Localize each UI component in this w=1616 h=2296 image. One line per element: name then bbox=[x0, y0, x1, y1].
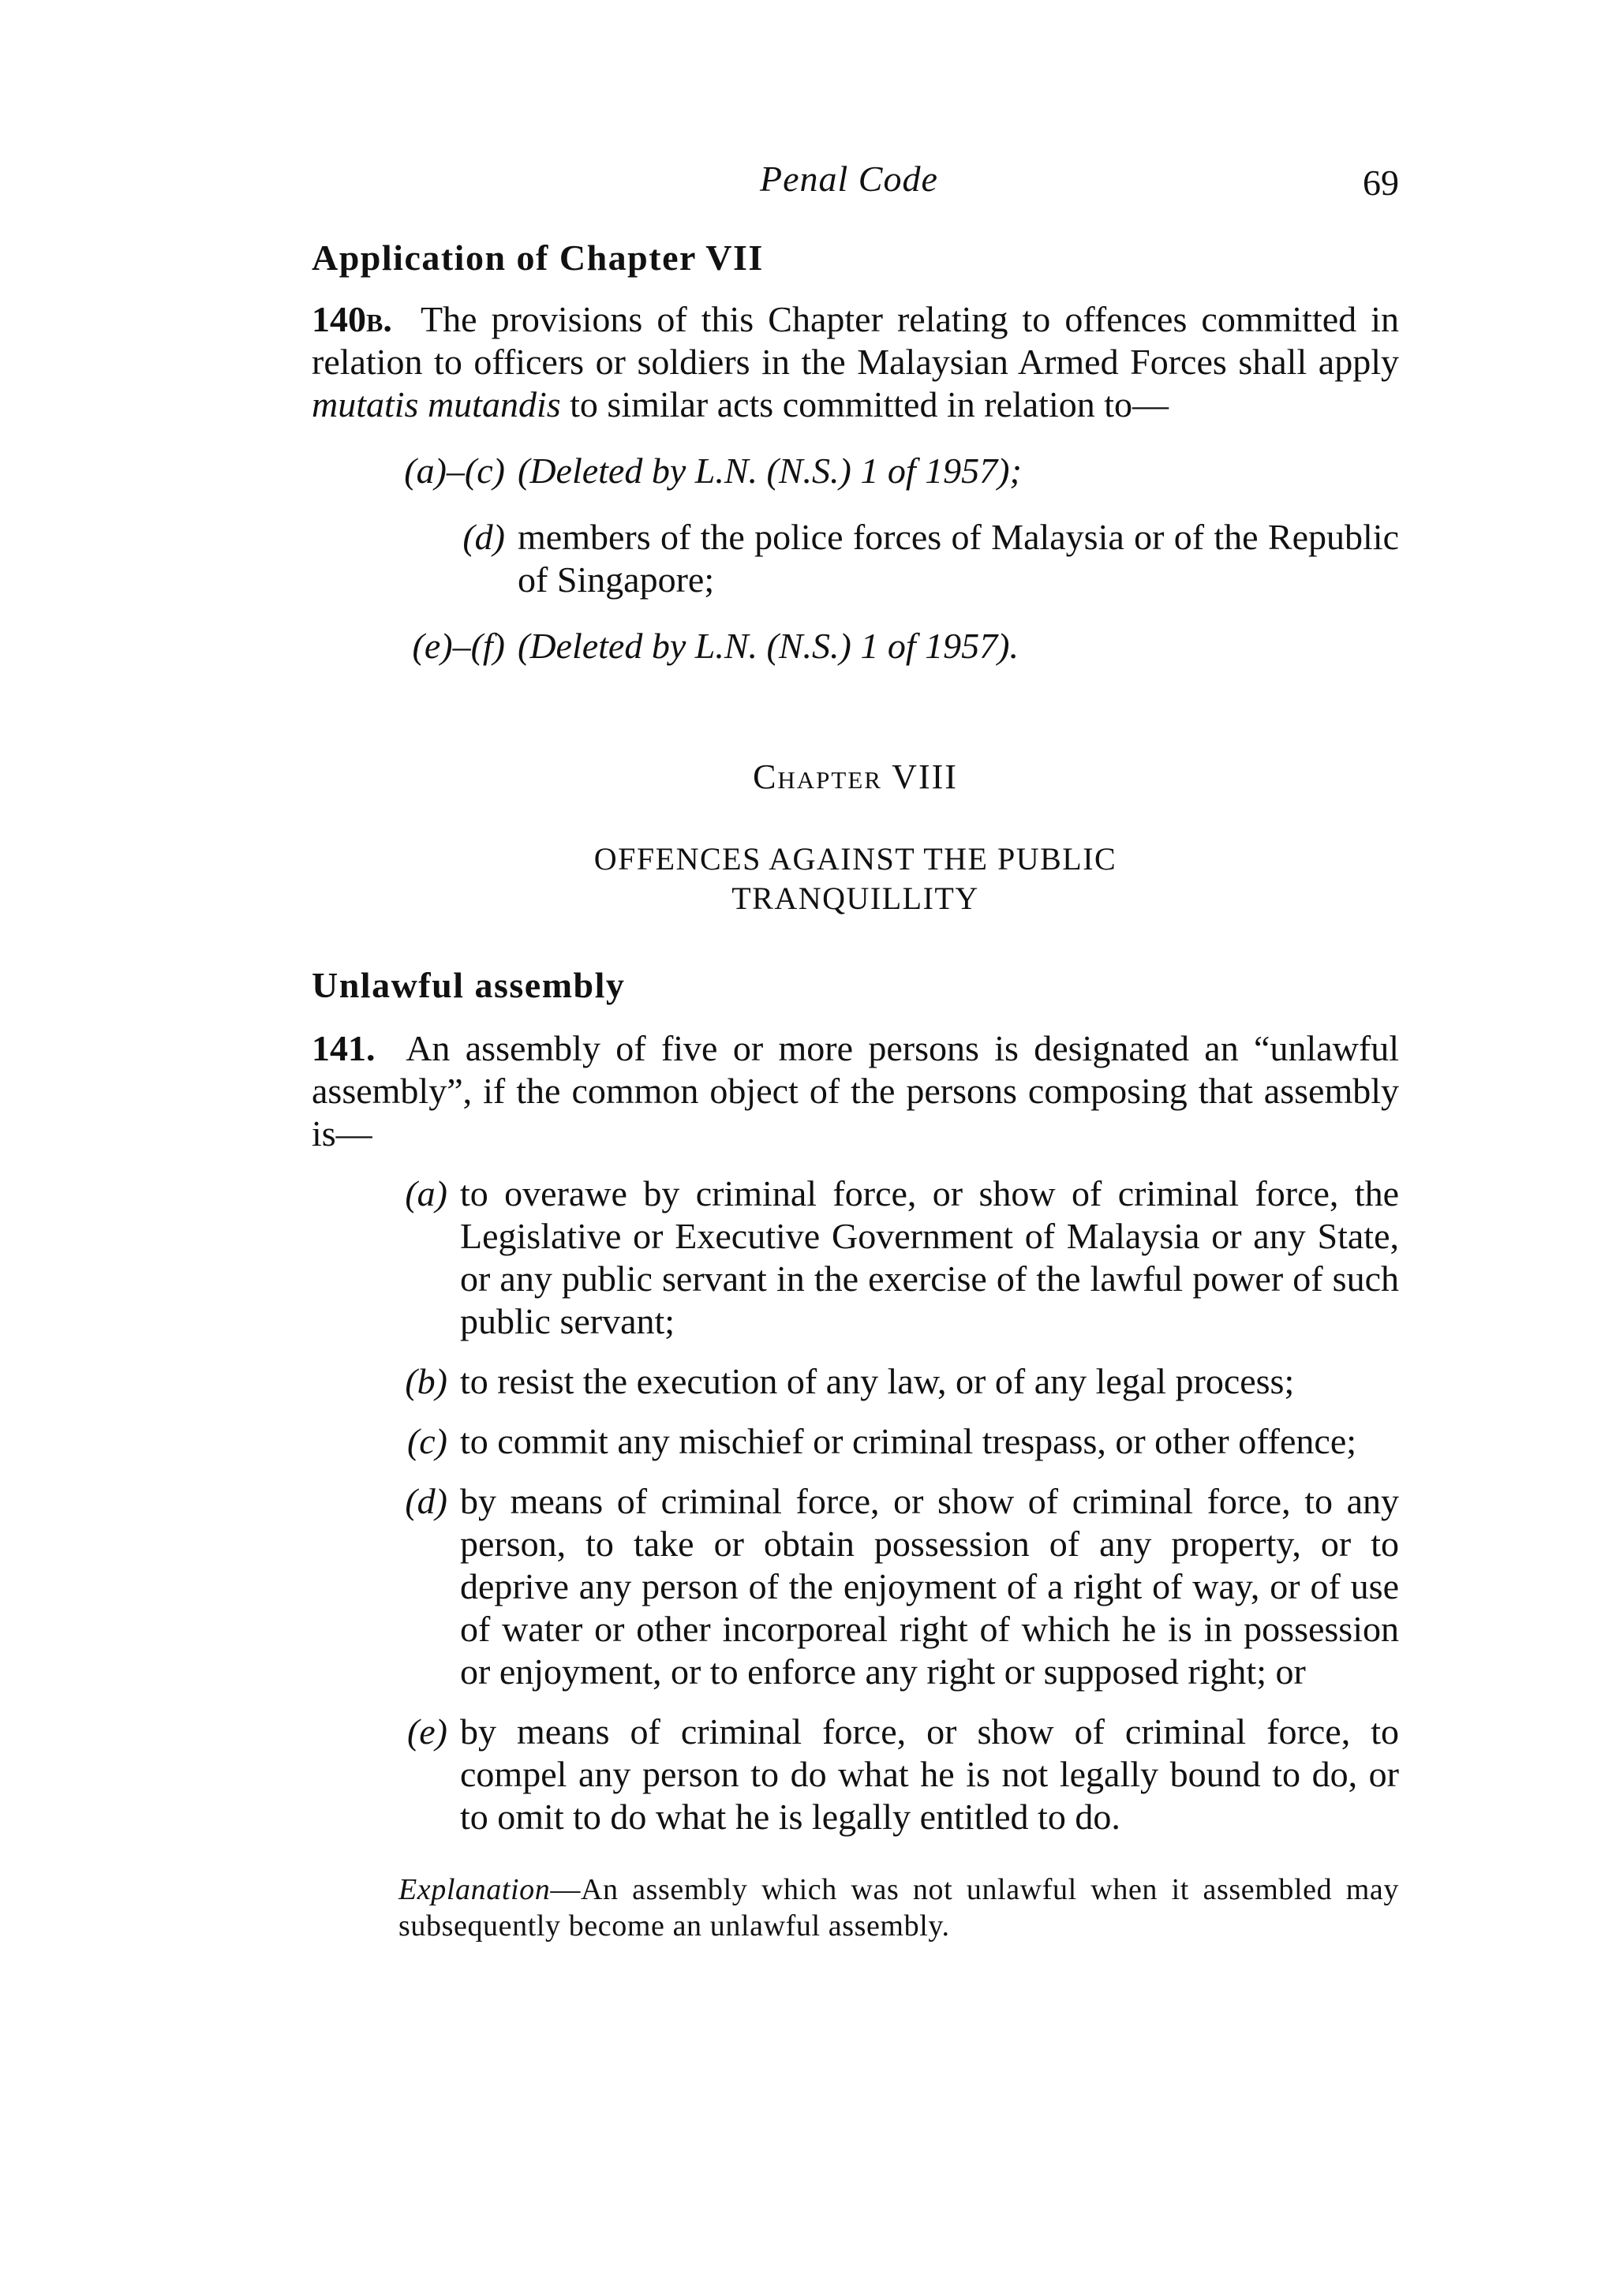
section-140b-text: 140b. The provisions of this Chapter relating to offences committed in relation to officers or soldiers in the Malaysian Armed Forces shall apply mutatis mutandis to similar acts committed in relation to— bbox=[312, 299, 1400, 424]
list-item: (a) to overawe by criminal force, or show of criminal force, the Legislative or Executive Government of Malaysia or any State, or any public servant in the exercise of the lawful power of such public servant; bbox=[405, 1173, 1399, 1341]
list-item: (d) members of the police forces of Malaysia or of the Republic of Singapore; bbox=[462, 517, 1399, 600]
section-heading-140b: Application of Chapter VII bbox=[312, 237, 764, 278]
page-body bbox=[312, 237, 1399, 1944]
list-item: (e)–(f) (Deleted by L.N. (N.S.) 1 of 1957). bbox=[412, 626, 1019, 666]
section-140b-items bbox=[312, 450, 1399, 667]
explanation: Explanation—An assembly which was not unlawful when it assembled may subsequently become an unlawful assembly. bbox=[398, 1873, 1399, 1943]
list-item: (a)–(c) (Deleted by L.N. (N.S.) 1 of 1957); bbox=[404, 451, 1022, 491]
section-number: 140b. bbox=[312, 299, 392, 339]
chapter-label: Chapter VIII bbox=[753, 757, 958, 796]
section-number: 141. bbox=[312, 1028, 376, 1068]
list-item: (c) to commit any mischief or criminal trespass, or other offence; bbox=[406, 1421, 1357, 1461]
page-number: 69 bbox=[1363, 163, 1399, 203]
chapter-title: OFFENCES AGAINST THE PUBLIC TRANQUILLITY bbox=[593, 841, 1117, 916]
list-item: (d) by means of criminal force, or show of criminal force, to any person, to take or obtain possession of any property, or to deprive any person of the enjoyment of a right of way, or of use of water or other incorporeal right of which he is in possession or enjoyment, or to enforce any right or supposed right; or bbox=[405, 1481, 1399, 1692]
section-heading-141: Unlawful assembly bbox=[312, 965, 626, 1005]
running-title: Penal Code bbox=[760, 159, 938, 199]
running-head bbox=[0, 158, 1616, 205]
list-item: (b) to resist the execution of any law, or of any legal process; bbox=[405, 1361, 1295, 1401]
list-item: (e) by means of criminal force, or show of criminal force, to compel any person to do what he is not legally bound to do, or to omit to do what he is legally entitled to do. bbox=[406, 1711, 1399, 1837]
explanation-label: Explanation bbox=[398, 1873, 551, 1906]
section-141-text: 141. An assembly of five or more persons is designated an “unlawful assembly”, if the common object of the persons composing that assembly is— bbox=[312, 1028, 1399, 1154]
section-141-items bbox=[312, 1172, 1399, 1838]
